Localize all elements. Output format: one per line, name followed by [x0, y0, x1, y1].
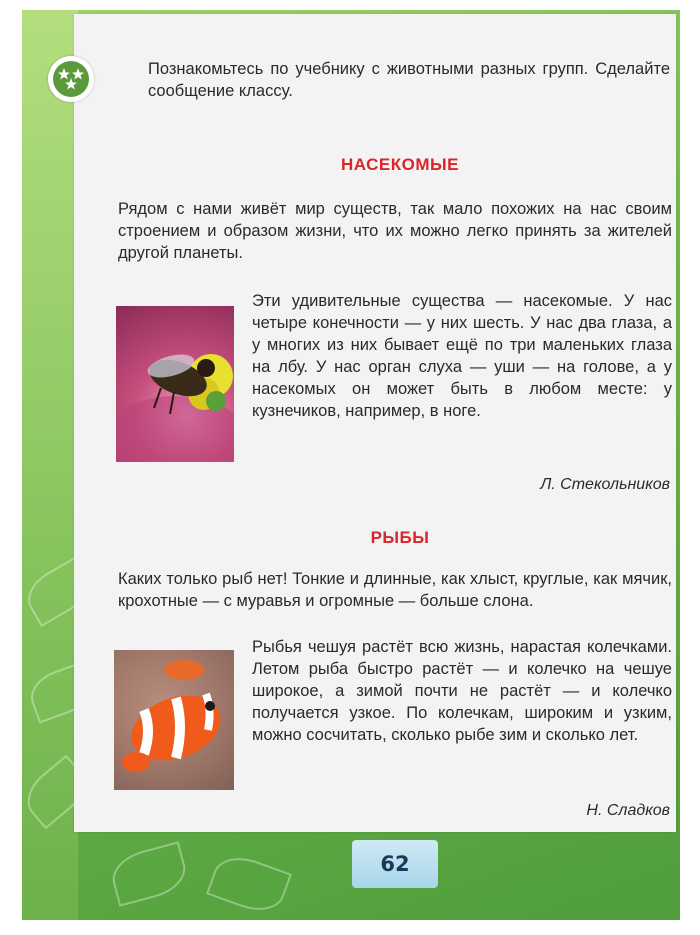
- fish-paragraph-2: Рыбья чешуя растёт всю жизнь, нарастая колечками. Летом рыба быстро растёт — и колечко на чешуе широкое, а зимой почти не растёт — и колечко получается узкое. По колечкам, широким и узким, можно сосчитать, сколько рыбе зим и сколько лет.: [252, 638, 672, 744]
- author-fish: Н. Сладков: [586, 802, 670, 819]
- section-heading-fish: РЫБЫ: [370, 528, 430, 547]
- fish-paragraph-1: Каких только рыб нет! Тонкие и длинные, как хлыст, круглые, как мячик, крохотные — с муравья и огромные — больше слона.: [118, 570, 672, 610]
- insects-paragraph-2: Эти удивительные существа — насекомые. У нас четыре конечности — у них шесть. У нас два глаза, а у многих из них бывает ещё по три маленьких глаза на лбу. У нас орган слуха — уши — на голове, а у насекомых он может быть в любом месте: у кузнечиков, например, в ноге.: [252, 292, 672, 420]
- insects-paragraph-1: Рядом с нами живёт мир существ, так мало похожих на нас своим строением и образом жизни, что их можно легко принять за жителей другой планеты.: [118, 200, 672, 262]
- author-insects: Л. Стекольников: [540, 476, 670, 493]
- page-number: 62: [380, 852, 410, 876]
- leaf-decoration: [206, 849, 292, 919]
- task-instruction: Познакомьтесь по учебнику с животными разных групп. Сделайте сообщение классу.: [148, 60, 670, 100]
- leaf-decoration: [107, 841, 191, 907]
- page-number-box: [352, 840, 438, 888]
- three-stars-badge-icon: [48, 56, 94, 102]
- clownfish-photo: [114, 650, 234, 790]
- bee-on-flower-photo: [116, 306, 234, 462]
- section-heading-insects: НАСЕКОМЫЕ: [341, 155, 459, 174]
